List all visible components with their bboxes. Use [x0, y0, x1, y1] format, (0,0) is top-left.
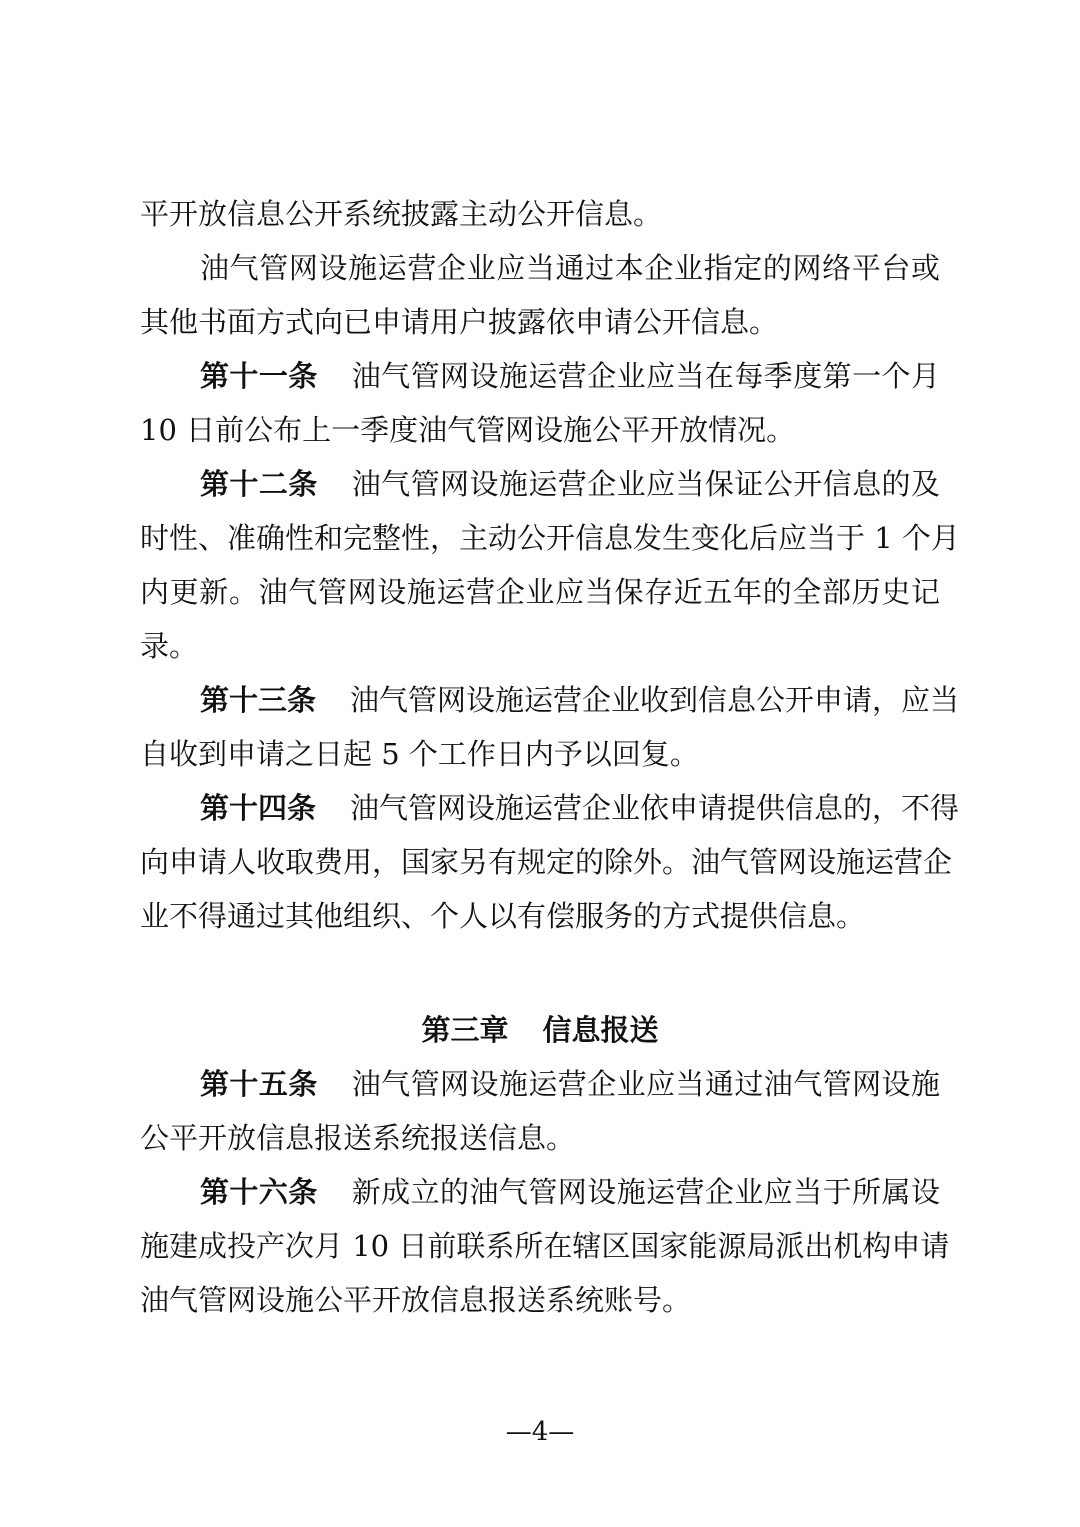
paragraph-line: 内更新。油气管网设施运营企业应当保存近五年的全部历史记: [140, 575, 940, 609]
paragraph-line: 向申请人收取费用，国家另有规定的除外。油气管网设施运营企: [140, 845, 953, 879]
article-label: 第十五条: [200, 1067, 318, 1101]
paragraph-line: 时性、准确性和完整性，主动公开信息发生变化后应当于 1 个月: [140, 521, 960, 555]
article-text: 新成立的油气管网设施运营企业应当于所属设: [351, 1175, 940, 1209]
article-label: 第十四条: [200, 791, 317, 825]
article-label: 第十一条: [200, 359, 318, 393]
article-15: [200, 1064, 940, 1104]
article-text: 油气管网设施运营企业应当通过油气管网设施: [351, 1067, 940, 1101]
article-label: 第十三条: [200, 683, 317, 717]
paragraph-line: 10 日前公布上一季度油气管网设施公平开放情况。: [140, 413, 796, 447]
article-label: 第十二条: [200, 467, 318, 501]
article-text: 油气管网设施运营企业依申请提供信息的，不得: [350, 791, 960, 825]
paragraph-line: 其他书面方式向已申请用户披露依申请公开信息。: [140, 305, 779, 339]
article-11: [200, 356, 940, 396]
paragraph-line: 施建成投产次月 10 日前联系所在辖区国家能源局派出机构申请: [140, 1229, 950, 1263]
article-16: [200, 1172, 940, 1212]
chapter-number: 第三章: [421, 1013, 509, 1047]
paragraph-line: 公平开放信息报送系统报送信息。: [140, 1121, 576, 1155]
article-text: 油气管网设施运营企业应当保证公开信息的及: [351, 467, 940, 501]
paragraph-line: 自收到申请之日起 5 个工作日内予以回复。: [140, 737, 699, 771]
paragraph-line: 录。: [140, 629, 199, 663]
paragraph-line: 油气管网设施运营企业应当通过本企业指定的网络平台或: [200, 251, 940, 285]
paragraph-line: 业不得通过其他组织、个人以有偿服务的方式提供信息。: [140, 899, 866, 933]
article-13: [200, 680, 960, 720]
article-label: 第十六条: [200, 1175, 318, 1209]
paragraph-line: 油气管网设施公平开放信息报送系统账号。: [140, 1283, 692, 1317]
article-text: 油气管网设施运营企业应当在每季度第一个月: [351, 359, 940, 393]
chapter-heading: [0, 1010, 1080, 1050]
article-12: [200, 464, 940, 504]
paragraph-line: 平开放信息公开系统披露主动公开信息。: [140, 197, 663, 231]
chapter-title: 信息报送: [542, 1013, 659, 1047]
article-text: 油气管网设施运营企业收到信息公开申请，应当: [350, 683, 960, 717]
page-number: —4—: [505, 1417, 575, 1447]
article-14: [200, 788, 960, 828]
